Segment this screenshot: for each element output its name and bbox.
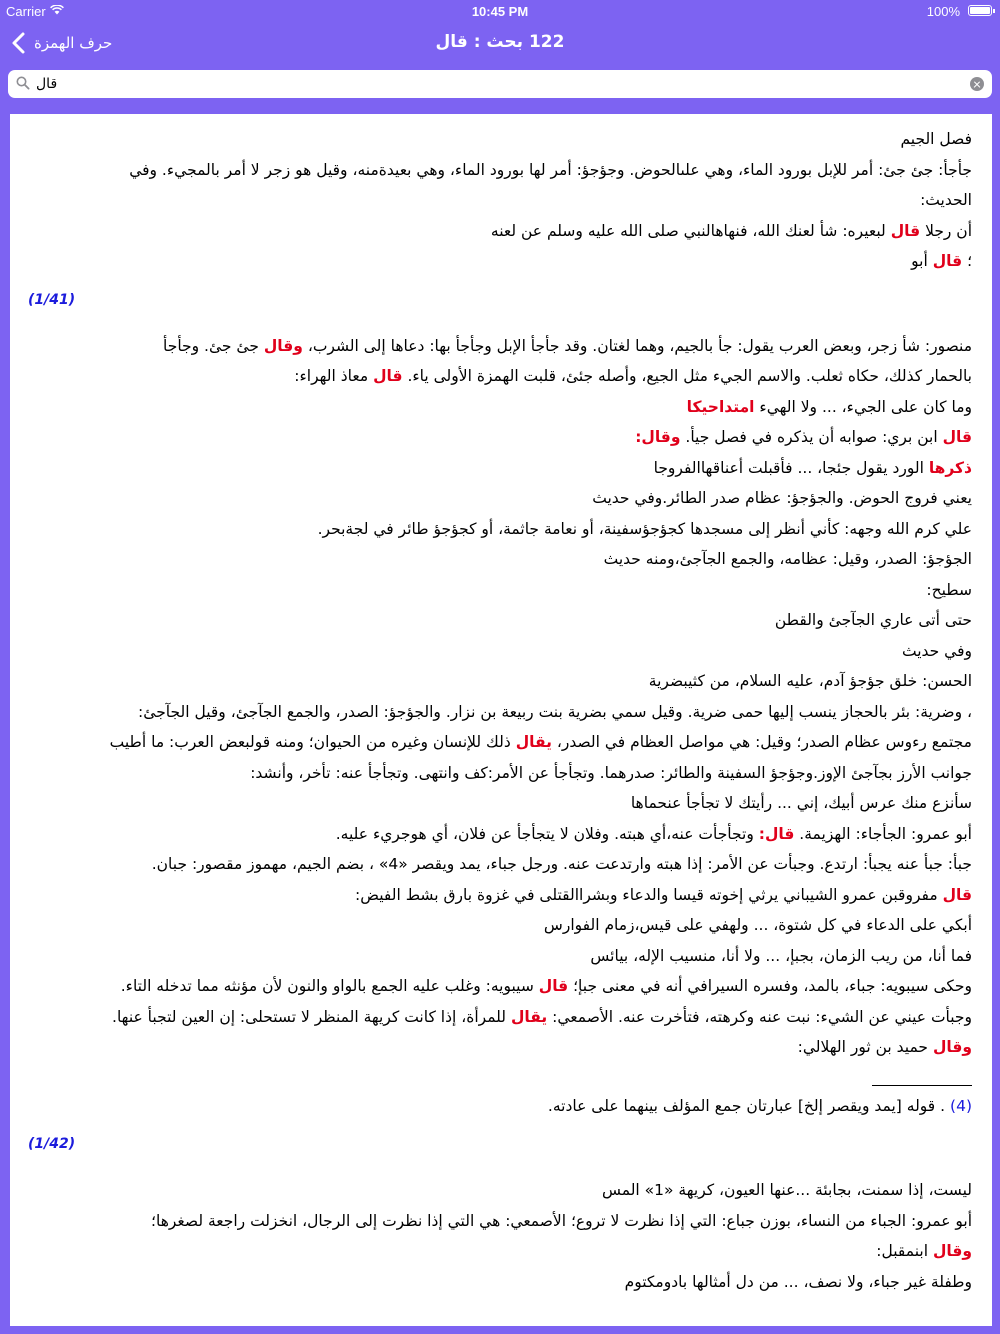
text-line: [28, 605, 972, 636]
text-line: [28, 758, 972, 789]
search-highlight: وقال: [932, 1242, 972, 1260]
back-label: حرف الهمزة: [34, 34, 113, 52]
text-segment: جئ جئ. وجأجأ: [163, 336, 264, 355]
text-segment: منصور: شأ زجر، وبعض العرب يقول: جأ بالجيم، وهما لغتان. وقد جأجأ الإبل وجأجأ بها: دعاها إلى الشرب،: [302, 336, 972, 355]
search-icon: [16, 76, 30, 90]
status-time: 10:45 PM: [471, 4, 529, 19]
text-segment: الجؤجؤ: الصدر، وقيل: عظامه، والجمع الجآجئ،ومنه حديث: [603, 550, 972, 568]
text-segment: وتجأجأت عنه،أي هبته. وفلان لا يتجأجأ عن فلان، أي هوجريء عليه.: [335, 824, 759, 843]
article-content[interactable]: [10, 114, 992, 1326]
search-highlight: وقال: [263, 336, 303, 355]
text-segment: جبأ: جبأ عنه يجبأ: ارتدع. وجبأت عن الأمر: إذا هبته وارتدعت عنه. ورجل جباء، يمد ويقصر «4» ، بضم الجيم، مهموز مقصور: جبان.: [151, 855, 972, 873]
article-page: [10, 114, 992, 1297]
carrier-label: Carrier: [6, 4, 46, 19]
text-segment: سيبويه: وغلب عليه الجمع بالواو والنون لأن مؤنثه مما تدخله التاء.: [120, 977, 539, 995]
text-segment: الحديث:: [920, 191, 972, 209]
text-line: [28, 636, 972, 667]
text-segment: أبو عمرو: الجباء من النساء، بوزن جباع: التي إذا نظرت لا تروع؛ الأصمعي: هي التي إذا نظرت إلى الرجال، انخزلت راجعة لصغرها؛: [151, 1211, 972, 1230]
battery-icon: [968, 5, 992, 16]
text-line: [28, 697, 972, 728]
page-number: (1/41): [28, 291, 76, 308]
text-line: [28, 483, 972, 514]
text-line: [28, 392, 972, 423]
text-segment: يعني فروج الحوض. والجؤجؤ: عظام صدر الطائر.وفي حديث: [592, 489, 972, 507]
text-segment: جوانب الأرز بجآجئ الإوز.وجؤجؤ السفينة والطائر: صدرهما. وتجأجأ عن الأمر:كف وانتهى. وتجأجأ عنه: تأخر، وأنشد:: [250, 763, 972, 782]
text-line: [28, 1175, 972, 1206]
text-line: [28, 1032, 972, 1063]
search-highlight: امتداحيكا: [686, 397, 755, 416]
text-line: [28, 185, 972, 216]
text-block-2: [28, 331, 972, 1063]
search-highlight: وقال:: [635, 428, 681, 446]
text-segment: سطيح:: [926, 580, 972, 599]
text-segment: للمرأة، إذا كانت كريهة المنظر لا تستحلى: إن العين لتجبأ عنها.: [112, 1007, 511, 1026]
text-line: [28, 1267, 972, 1298]
status-bar: [0, 0, 1000, 22]
text-segment: أبو عمرو: الجأجاء: الهزيمة.: [794, 824, 972, 843]
search-highlight: قال: [890, 221, 921, 240]
text-segment: أن رجلا: [920, 221, 972, 240]
text-line: [28, 1206, 972, 1237]
search-highlight: يقال: [515, 733, 552, 751]
text-line: [28, 880, 972, 911]
text-line: [28, 453, 972, 484]
footnote-number: (4): [950, 1096, 972, 1115]
search-highlight: قال: [942, 885, 972, 904]
text-segment: ؛: [962, 252, 972, 270]
text-line: [28, 155, 972, 186]
search-highlight: قال: [942, 428, 972, 446]
text-segment: جأجأ: جئ جئ: أمر للإبل بورود الماء، وهي علىالحوض. وجؤجؤ: أمر لها بورود الماء، وهي بعيدةمنه، وقيل هو زجر لا أمر بالمجيء. وفي: [129, 160, 972, 179]
text-segment: حميد بن ثور الهلالي:: [797, 1038, 933, 1056]
text-segment: الورد يقول جئجا، ... فأقبلت أعناقهاالفروجا: [653, 458, 929, 477]
text-line: [28, 422, 972, 453]
text-segment: أبو: [911, 252, 933, 270]
text-line: [28, 361, 972, 392]
text-segment: وما كان على الجيء، ... ولا الهيء: [754, 397, 972, 416]
text-line: [28, 1236, 972, 1267]
text-segment: لبعيره: شأ لعنك الله، فنهاهالنبي صلى الله عليه وسلم عن لعنه: [490, 221, 891, 240]
text-line: [28, 849, 972, 880]
text-block-3: [28, 1175, 972, 1297]
text-segment: وفي حديث: [902, 641, 972, 660]
text-segment: حتى أتى عاري الجآجئ والقطن: [774, 611, 972, 629]
text-segment: معاذ الهراء:: [294, 367, 374, 385]
text-line: [28, 727, 972, 758]
text-line: [28, 124, 972, 155]
text-segment: الحسن: خلق جؤجؤ آدم، عليه السلام، من كثيبضرية: [648, 672, 972, 690]
text-line: [28, 666, 972, 697]
text-segment: ، وضرية: بئر بالحجاز ينسب إليها حمى ضرية. وقيل سمي بضرية بنت ربيعة بن نزار. والجؤجؤ: الصدر، والجمع الجآجئ، وقيل الجآجئ:: [138, 702, 972, 721]
page-number: (1/42): [28, 1136, 76, 1152]
text-line: [28, 246, 972, 277]
text-line: [28, 819, 972, 850]
text-line: [28, 575, 972, 606]
footnote-text: . قوله [يمد ويقصر إلخ] عبارتان جمع المؤلف بينهما على عادته.: [547, 1096, 950, 1115]
text-segment: مجتمع رءوس عظام الصدر؛ وقيل: هي مواصل العظام في الصدر،: [551, 733, 972, 751]
footnote: [28, 1091, 972, 1122]
search-highlight: قال:: [758, 824, 795, 843]
text-segment: فصل الجيم: [900, 130, 972, 148]
search-highlight: قال: [932, 252, 963, 270]
text-segment: علي كرم الله وجهه: كأني أنظر إلى مسجدها كجؤجؤسفينة، أو نعامة جاثمة، أو كجؤجؤ طائر في لجةبحر.: [317, 519, 972, 538]
text-line: [28, 331, 972, 362]
text-segment: وحكى سيبويه: جباء، بالمد، وفسره السيرافي أنه في معنى جبإ؛: [568, 977, 972, 995]
search-highlight: وقال: [932, 1038, 972, 1056]
text-segment: سأنزع منك عرس أبيك، إني ... رأيتك لا تجأجأ عنحماها: [630, 794, 972, 812]
search-highlight: قال: [373, 367, 403, 385]
text-segment: فما أنا، من ريب الزمان، بجبإ، ... ولا أنا، منسيب الإله، بيائس: [590, 946, 972, 965]
text-segment: مفروقبن عمرو الشيباني يرثي إخوته قيسا والدعاء وبشراالقتلى في غزوة بارق بشط الفيض:: [355, 885, 943, 904]
search-highlight: ذكرها: [928, 458, 972, 477]
navigation-bar: [0, 22, 1000, 64]
text-segment: ابنمقبل:: [876, 1242, 933, 1260]
battery-percent: 100%: [926, 4, 960, 19]
text-segment: ليست، إذا سمنت، بجابئة ...عنها العيون، كريهة «1» المس: [601, 1181, 972, 1199]
text-segment: ابن بري: صوابه أن يذكره في فصل جيأ.: [680, 428, 943, 446]
search-highlight: يقال: [510, 1007, 548, 1026]
footnote-separator: [28, 1071, 972, 1091]
text-line: [28, 544, 972, 575]
text-line: [28, 1002, 972, 1033]
search-bar: [8, 70, 992, 98]
clear-search-icon[interactable]: [970, 77, 984, 91]
text-segment: أبكي على الدعاء في كل شتوة، ... ولهفي على قيس،زمام الفوارس: [543, 916, 972, 934]
text-line: [28, 910, 972, 941]
text-segment: ذلك للإنسان وغيره من الحيوان؛ ومنه قولبعض العرب: ما أطيب: [109, 733, 516, 751]
text-line: [28, 788, 972, 819]
text-line: [28, 971, 972, 1002]
text-line: [28, 216, 972, 247]
search-input[interactable]: [36, 70, 956, 98]
text-line: [28, 941, 972, 972]
text-line: [28, 514, 972, 545]
text-segment: وطفلة غير جباء، ولا نصف، ... من دل أمثالها بادومكتوم: [624, 1272, 972, 1291]
text-segment: بالحمار كذلك، حكاه ثعلب. والاسم الجيء مثل الجيع، وأصله جئئ، قلبت الهمزة الأولى ياء.: [402, 367, 972, 385]
page-title: 122 بحث : قال: [435, 32, 565, 52]
text-segment: وجبأت عيني عن الشيء: نبت عنه وكرهته، فتأخرت عنه. الأصمعي:: [547, 1007, 972, 1026]
text-block-1: [28, 124, 972, 277]
search-highlight: قال: [538, 977, 569, 995]
